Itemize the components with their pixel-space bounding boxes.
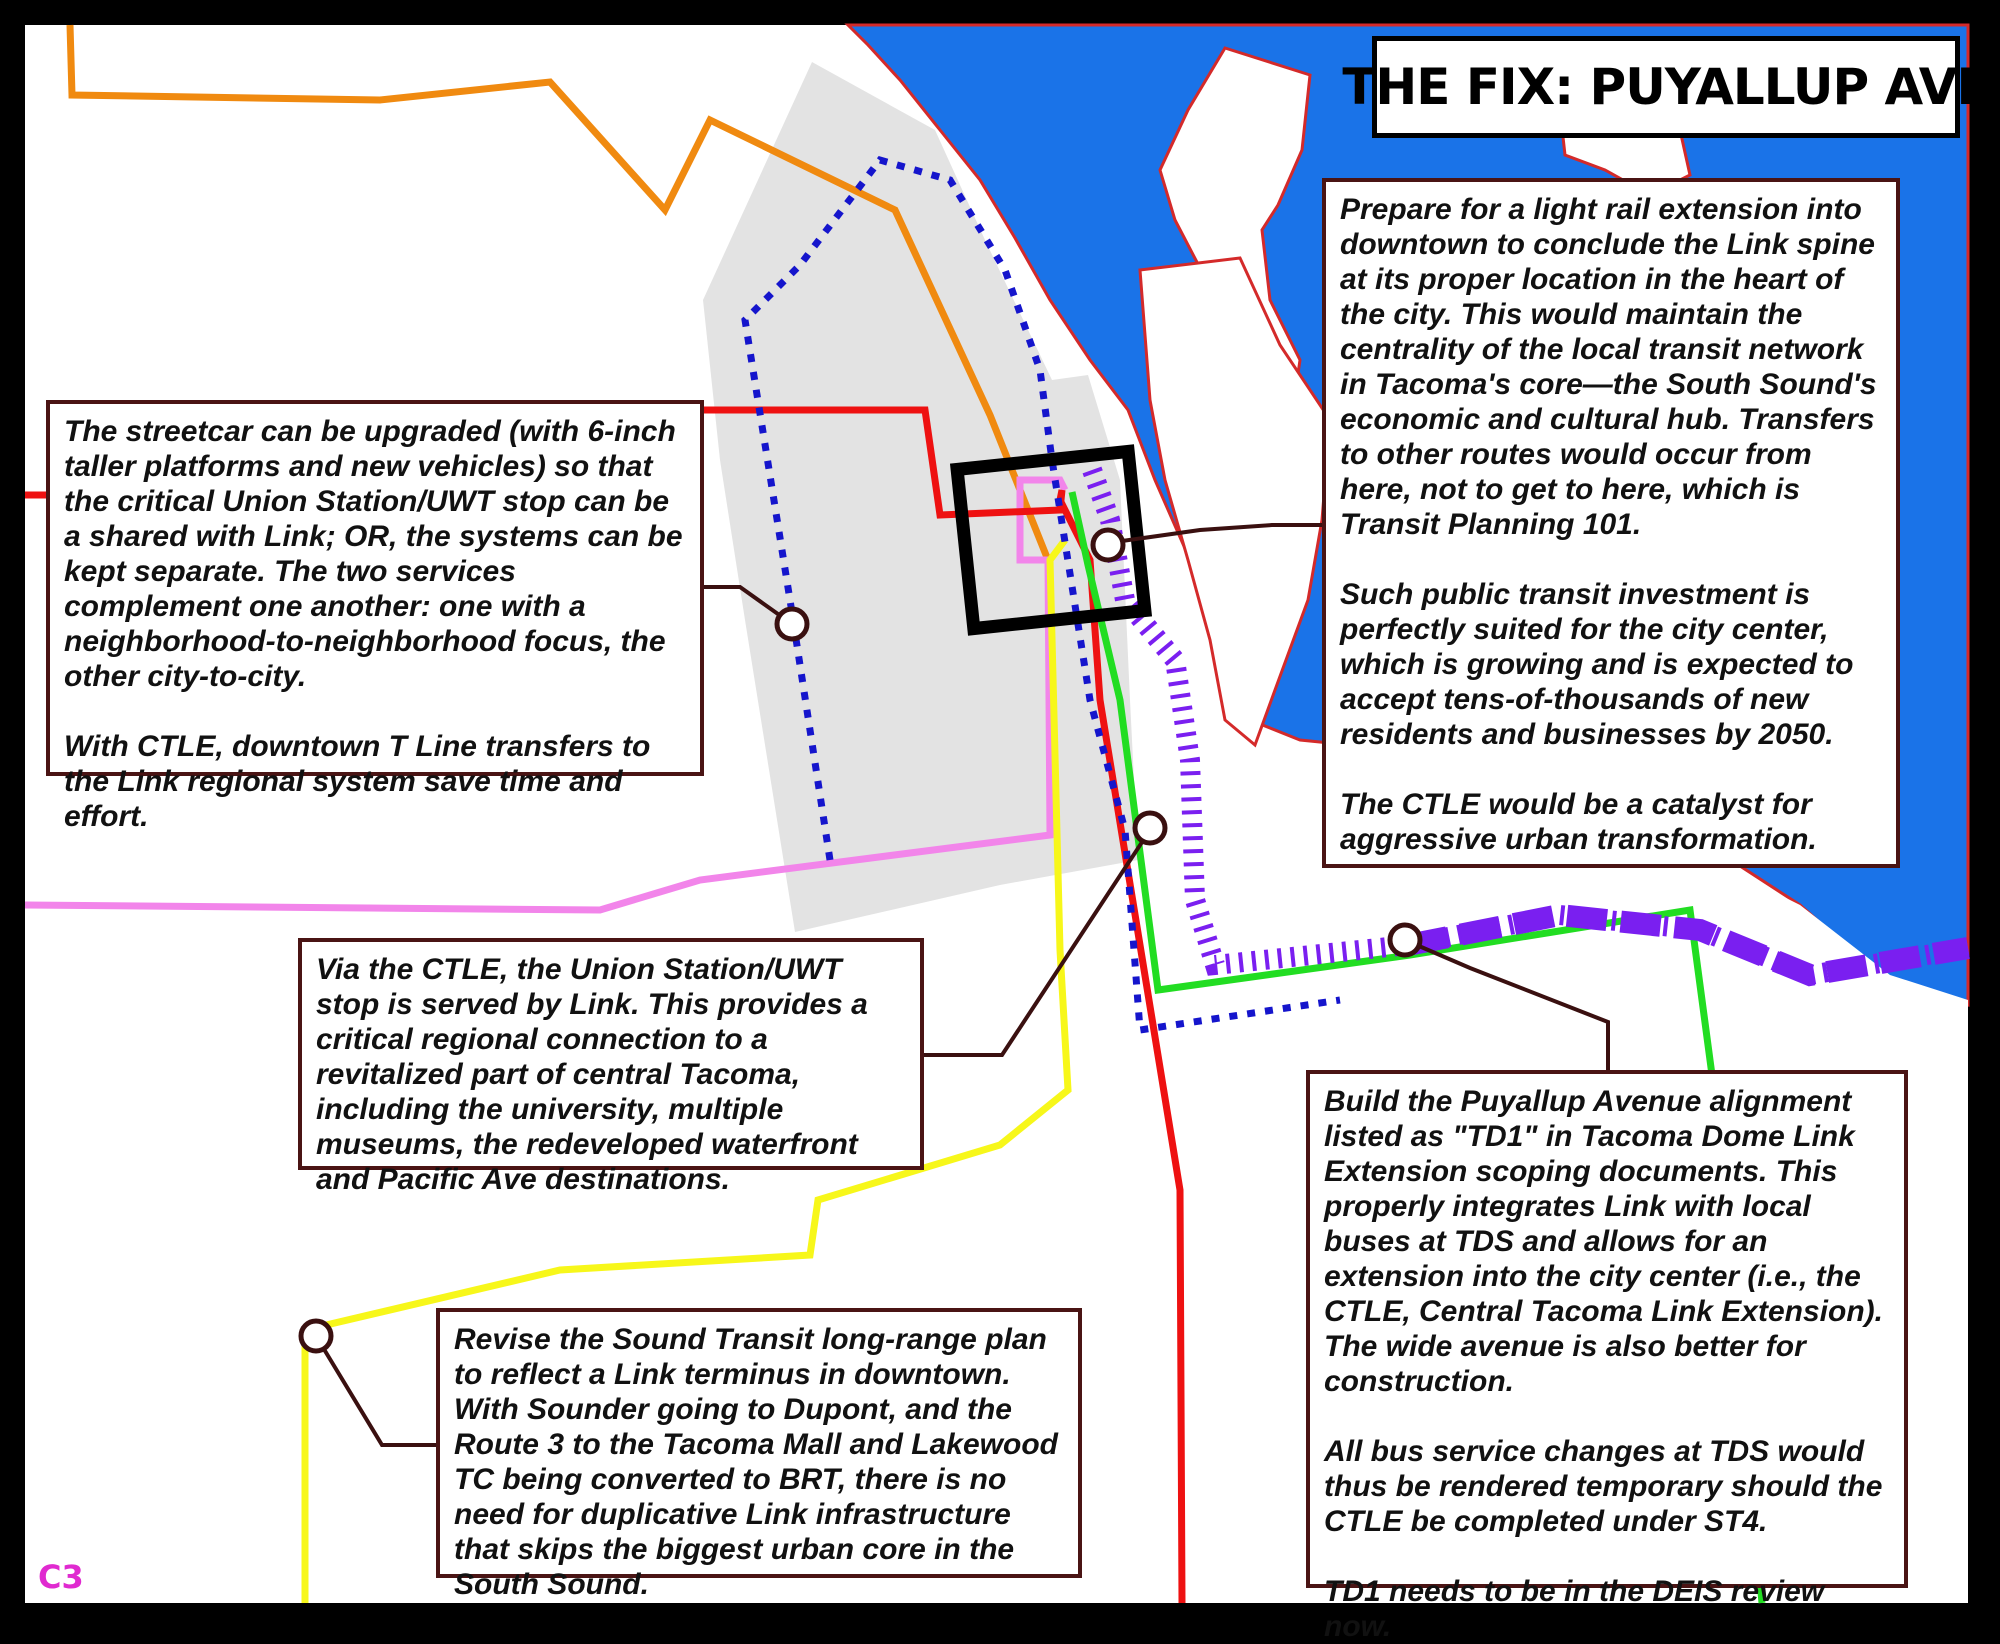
title-box <box>1342 36 1990 138</box>
callout-prepare-text-1: Prepare for a light rail extension into downtown to conclude the Link spine at its proper location in the heart of the city. This would maintain the centrality of the local transit network in Tacoma's core—the South Sound's economic and cultural hub. Transfers to other routes would occur from here, not to get to here, which is Transit Planning 101. <box>1340 193 1877 541</box>
stop-marker-puyallup <box>1390 925 1420 955</box>
stop-marker-streetcar <box>777 609 807 639</box>
callout-puyallup-text-1: Build the Puyallup Avenue alignment listed as "TD1" in Tacoma Dome Link Extension scoping documents. This properly integrates Link with local buses at TDS and allows for an extension into the city center (i.e., the CTLE, Central Tacoma Link Extension). The wide avenue is also better for construction. <box>1324 1085 1883 1398</box>
callout-puyallup-text-3: TD1 needs to be in the DEIS review now. <box>1324 1575 1825 1643</box>
callout-streetcar <box>46 400 704 833</box>
stop-marker-uwt <box>1135 813 1165 843</box>
stop-marker-union-station <box>1093 530 1123 560</box>
callout-streetcar-text-2: With CTLE, downtown T Line transfers to the Link regional system save time and effort. <box>64 730 651 833</box>
callout-prepare-text-2: Such public transit investment is perfectly suited for the city center, which is growing and is expected to accept tens-of-thousands of new residents and businesses by 2050. <box>1340 578 1854 751</box>
callout-revise <box>436 1308 1082 1601</box>
callout-via-ctle <box>298 938 924 1196</box>
page-title: THE FIX: PUYALLUP AVE <box>1342 58 1990 116</box>
callout-puyallup-text-2: All bus service changes at TDS would thus be rendered temporary should the CTLE be completed under ST4. <box>1324 1435 1883 1538</box>
stop-marker-revise <box>301 1321 331 1351</box>
panel-code-label: C3 <box>38 1558 84 1596</box>
callout-revise-text: Revise the Sound Transit long-range plan to reflect a Link terminus in downtown. With Sounder going to Dupont, and the Route 3 to the Tacoma Mall and Lakewood TC being converted to BRT, there is no need for duplicative Link infrastructure that skips the biggest urban core in the South Sound. <box>454 1323 1058 1601</box>
callout-streetcar-text-1: The streetcar can be upgraded (with 6-inch taller platforms and new vehicles) so that the critical Union Station/UWT stop can be a shared with Link; OR, the systems can be kept separate. The two services complement one another: one with a neighborhood-to-neighborhood focus, the other city-to-city. <box>64 415 683 693</box>
callout-puyallup <box>1306 1070 1908 1643</box>
callout-prepare-text-3: The CTLE would be a catalyst for aggressive urban transformation. <box>1340 788 1817 856</box>
callout-via-ctle-text: Via the CTLE, the Union Station/UWT stop is served by Link. This provides a critical regional connection to a revitalized part of central Tacoma, including the university, multiple museums, the redeveloped waterfront and Pacific Ave destinations. <box>316 953 868 1196</box>
callout-prepare <box>1322 178 1900 868</box>
